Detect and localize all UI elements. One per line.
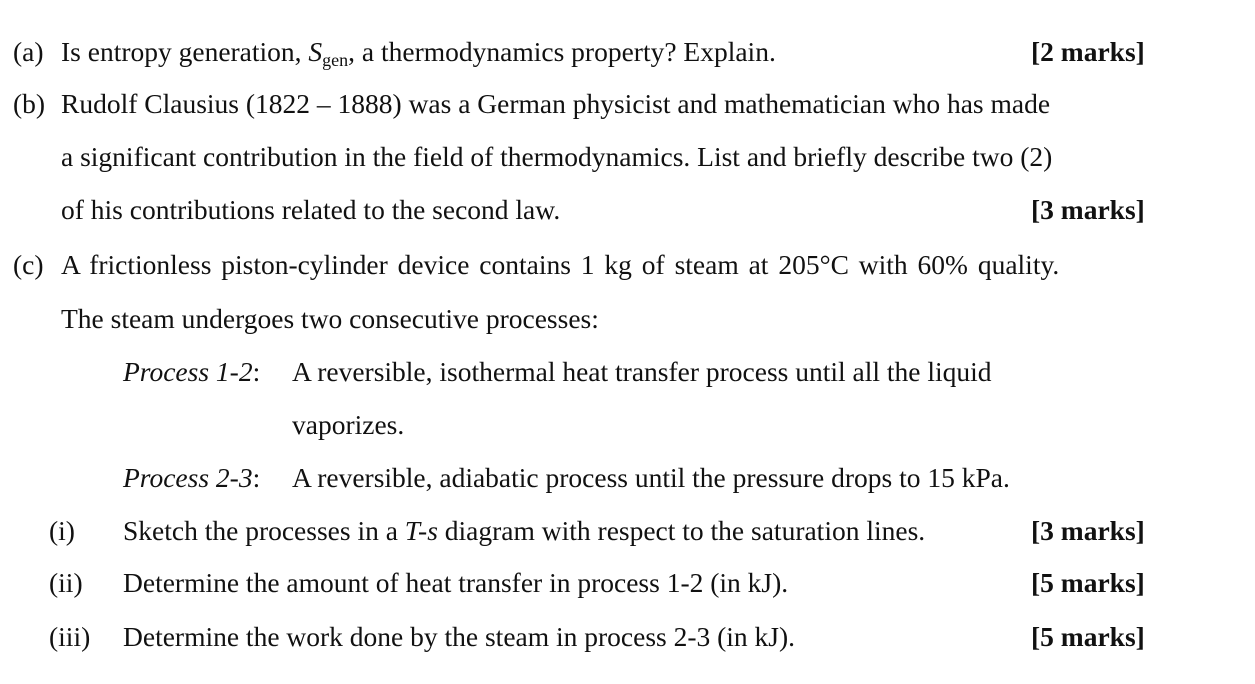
question-a-text	[61, 38, 776, 69]
question-b-label: (b)	[13, 88, 46, 119]
part-i-label: (i)	[49, 515, 75, 546]
part-i-text	[123, 517, 925, 545]
part-i-marks: [3 marks]	[1031, 515, 1145, 546]
process-2-3-line-1: A reversible, adiabatic process until the pressure drops to 15 kPa.	[292, 462, 1010, 493]
question-b-line-1: Rudolf Clausius (1822 – 1888) was a German physicist and mathematician who has made	[61, 88, 1051, 119]
ts-symbol: T-s	[404, 515, 438, 546]
entropy-subscript: gen	[322, 50, 349, 70]
process-2-3-name: Process 2-3	[123, 462, 253, 493]
part-iii-label: (iii)	[49, 621, 91, 652]
question-b-line-2: a significant contribution in the field of thermodynamics. List and briefly describe two (2)	[61, 141, 1053, 172]
question-a-text-before: Is entropy generation,	[61, 36, 309, 67]
process-1-2-name: Process 1-2	[123, 356, 253, 387]
entropy-symbol: S	[308, 36, 323, 67]
process-colon: :	[252, 462, 261, 493]
part-iii-marks: [5 marks]	[1031, 621, 1145, 652]
process-1-2-line-1: A reversible, isothermal heat transfer process until all the liquid	[292, 356, 992, 387]
part-i-text-after: diagram with respect to the saturation lines.	[437, 515, 926, 546]
part-ii-marks: [5 marks]	[1031, 567, 1145, 598]
part-i-text-before: Sketch the processes in a	[123, 515, 405, 546]
process-2-3	[123, 464, 260, 492]
part-iii-text: Determine the work done by the steam in process 2-3 (in kJ).	[123, 621, 796, 652]
process-1-2-line-2: vaporizes.	[292, 409, 405, 440]
question-a-label: (a)	[13, 36, 44, 67]
part-ii-text: Determine the amount of heat transfer in process 1-2 (in kJ).	[123, 567, 789, 598]
question-b-line-3: of his contributions related to the second law.	[61, 194, 561, 225]
question-c-label: (c)	[13, 249, 44, 280]
question-a-marks: [2 marks]	[1031, 36, 1145, 67]
part-ii-label: (ii)	[49, 567, 83, 598]
question-a-text-after: , a thermodynamics property? Explain.	[348, 36, 776, 67]
process-colon: :	[252, 356, 261, 387]
question-c-line-1: A frictionless piston-cylinder device contains 1 kg of steam at 205°C with 60% quality.	[61, 249, 1060, 280]
question-b-marks: [3 marks]	[1031, 194, 1145, 225]
question-c-line-2: The steam undergoes two consecutive processes:	[61, 303, 599, 334]
process-1-2	[123, 358, 260, 386]
